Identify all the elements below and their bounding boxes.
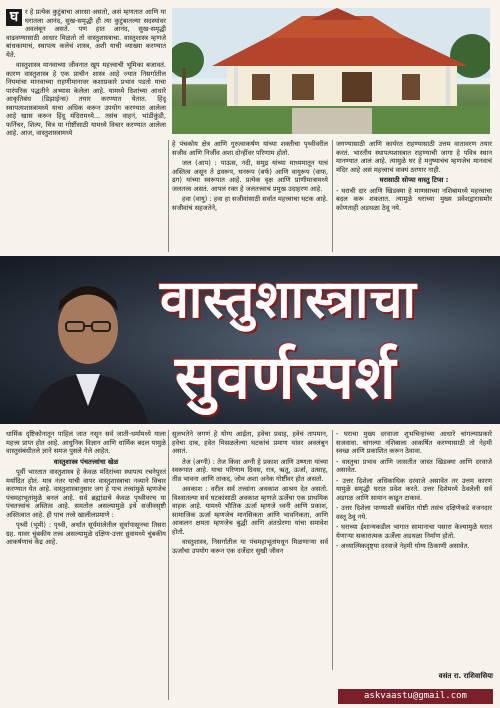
article-column-2-top: [172, 140, 328, 252]
headline-line-1: वास्तुशास्त्राचा: [160, 269, 417, 330]
paragraph: अवकाश : वरील सर्व तत्त्वांना अवकाश आश्रय देत असतो. विश्वातल्या सर्व घटकांसाठी अवकाश म्हणजे ऊर्जेचा एक प्राथमिक वाहक आहे. यामध्ये भौतिक ऊर्जा म्हणजे ध्वनी आणि प्रकाश, सामाजिक ऊर्जा म्हणजेच मानसिकता आणि भावनिकता, आणि आकलन क्षमता म्हणजेच बुद्धी आणि अंतःप्रेरणा यांचा समावेश होतो.: [172, 485, 328, 536]
article-column-2-bottom: [172, 430, 328, 700]
paragraph: वास्तुशास्त्र मानवाच्या जीवनात खूप महत्त्वाची भूमिका बजावतं. कारण वास्तुशास्त्र हे एक प्राचीन शास्त्र आहे ज्यात निसर्गातील नियमांचा मानवाच्या राहणीमानावर कशाप्रकारे प्रभाव पडतो याचा पारंपरिक पद्धतीने अभ्यास केलेला आहे. यामध्ये दिशांच्या आधारे आकृतिबंध (डिझाईन्स) तयार करण्यात येतात. हिंदू स्थापत्यशास्त्रामध्ये याचा अधिक करून उपयोग करण्यात आलेला आहे खास करून हिंदू मंदिरामध्ये... तसंच वाहनं, भांडीकुंडी, फर्निचर, शिल्प, चित्र या गोष्टींसाठी यामध्ये विचार करण्यात आलेला आहे. आज, वास्तुशास्त्रामध्ये: [6, 61, 166, 137]
column-divider: [332, 140, 333, 252]
paragraph: हवा (वायु) : हवा हा सजीवांसाठी सर्वात महत्त्वाचा घटक आहे. सजीवांचं सहजतेने,: [172, 195, 328, 212]
article-column-1-bottom: [6, 430, 166, 700]
article-column-3-bottom: [336, 430, 492, 670]
article-column-3-top: [336, 140, 492, 252]
tip-item: - उत्तर दिशेला अधिकाधिक दरवाजे असावेत तर उत्तम कारण यामुळे समृद्धी घरात प्रवेश करते. उत्तर दिशेमध्ये ठेवलेली सर्व अडगळ आणि सामान काढून टाकावं.: [336, 476, 492, 502]
dropcap-letter: घ: [6, 9, 22, 26]
column-divider: [168, 140, 169, 252]
tip-item: - घराच्या ईशान्यकडील भागात सामानाचा पसारा केल्यामुळे घरात येणाऱ्या सकारात्मक ऊर्जेला अडथळा निर्माण होतो.: [336, 523, 492, 540]
house-photo: [172, 8, 490, 134]
author-email[interactable]: askvaastu@gmail.com: [338, 689, 493, 704]
author-byline: वसंत रा. राशिवासिया: [438, 672, 493, 680]
headline-line-2: सुवर्णस्पर्श: [175, 343, 397, 413]
paragraph: जल (आप) : पाऊस, नदी, समुद्र यांच्या माध्यमातून याचं अस्तित्व असून ते द्रवरूप, घनरूप (बर्फ) आणि वायुरूप (वाफ, ढग) यांच्या स्वरूपात आहे. प्रत्येक वृक्ष आणि प्राणीमात्रामध्ये जलतत्त्व असतं. आपलं रक्त हे जलतत्त्वाचं प्रमुख उदाहरण आहे.: [172, 159, 328, 193]
tip-item: - घराचा मुख्य दरवाजा शुभचिन्हांच्या आधारे चांगल्याप्रकारे सजवावा. चांगल्या नशिबाला आकर्षित करण्यासाठी तो नेहमी स्वच्छ आणि प्रकाशित करून ठेवावा.: [336, 430, 492, 455]
paragraph: तेज (अग्नी) : तेज किंवा अग्नी हे प्रकाश आणि उष्णता यांच्या स्वरूपात आहे. याचा परिणाम दिवस, रात्र, ऋतू, ऊर्जा, उत्साह, तीव्र भावना आणि ताकद, जोम अशा अनेक गोष्टींवर होत असतो.: [172, 457, 328, 483]
paragraph: पृथ्वी (भूमी) : पृथ्वी, अर्थात सूर्यमालेतील सूर्यापासूनचा तिसरा ग्रह. यावर चुंबकीय तत्त्व असल्यामुळे दक्षिण-उत्तर ध्रुवामध्ये चुंबकीय आकर्षणाचं केंद्र आहे.: [6, 521, 166, 546]
paragraph: पूर्वी भारतात वास्तुशास्त्र हे केवळ मंदिरांच्या स्थापत्य रचनेपुरतं मर्यादित होतं. मात्र नंतर याची वापर वास्तुशास्त्राचा नव्याने विचार करण्यात येत आहे. वास्तुशास्त्रानुसार जग हे पाच तत्त्वांमुळे म्हणजेच पंचमहाभूतांमुळे बनलं आहे. सर्व ब्रह्मांडाचे केवळ पृथ्वीवरच या पंचतत्त्वांचं अस्तित्व आहे. समतोल असल्यामुळे इथे सजीवसृष्टी अस्तित्वात आहे. ही पाच तत्त्वे खालीलप्रमाणे :: [6, 468, 166, 519]
author-portrait: [8, 256, 168, 424]
article-column-1-top: [6, 8, 166, 252]
tips-subheading: घरासाठी सोप्या वास्तु टिप्स :: [379, 176, 449, 184]
intro-text: र हे प्रत्येक कुटुंबाचा आरसा असतो, असं म्हणतात आणि या घरातला आनंद, सुख-समृद्धी ही त्या कुटुंबातल्या सदस्यांवर अवलंबून असते. पण हात आनंद, सुख-समृद्धी वाढवण्यासाठी आधार मिळतो तो वास्तुशास्त्राचा. वास्तुशास्त्र म्हणजे बांधकामाचं, स्थापत्य कलेचं शास्त्र, अशी याची व्याख्या करण्यात येते.: [6, 8, 166, 59]
tip-item: - अध्यात्मिकदृष्ट्या दरवाजे नेहमी योग्य ठिकाणी असावेत.: [336, 542, 470, 550]
title-banner: [0, 256, 500, 424]
intro-paragraph: [6, 8, 166, 59]
paragraph: जगण्यासाठी आणि कार्यरत राहण्यासाठी उत्तम वातावरण तयार करतं. भारतीय स्थापत्यशास्त्रात राहण्याची जागा हे पवित्र स्थान मानण्यात आलं आहे. त्यामुळे घर हे मनुष्याचंच म्हणजेच मानवाचं मंदिर आहे असं महत्त्वाचं वाक्यं ठरणार नाही.: [336, 140, 492, 174]
paragraph: हे पंचकोय क्षेत्र आणि गुरुत्वाकर्षण यांच्या शक्तीचा पृथ्वीवरील सजीव आणि निर्जीव अशा दोन्हींवर परिणाम होतो.: [172, 140, 328, 157]
tip-item: - उत्तर दिशेला पाण्याशी संबंधित गोष्टी तसंच दक्षिणेकडे वजनदार वस्तू ठेवू नये.: [336, 504, 492, 521]
paragraph: धार्मिक दृष्टिकोनातून पाहिलं जात नसून सर्व जाती-धर्मामध्ये याला महत्त्व प्राप्त होत आहे. आधुनिक विज्ञान आणि धार्मिक बदल यामुळे वास्तुसंबंधीतले ज्ञाने समज पुसले गेले आहेत.: [6, 430, 166, 455]
tip-item: - वास्तुचा प्रभाव आणि जासतीत जास्त खिडक्या आणि दरवाजे असावेत.: [336, 457, 492, 474]
column-divider: [332, 430, 333, 670]
paragraph: - घराची दार आणि खिडक्या हे माणसाच्या नशिबामध्ये महत्त्वाचा बदल करू शकतात. त्यामुळे घराच्या मुख्य प्रवेशद्वारासमोर कोणताही अडथळा ठेवू नये.: [336, 186, 492, 212]
paragraph: वास्तुशास्त्र, निसर्गातील या पंचमहाभूतांमधून मिळणाऱ्या सर्व ऊर्जांचा उपयोग करून एक दर्जेदार सुखी जीवन: [172, 538, 328, 555]
section-subheading: वास्तुशास्त्र पंचतत्त्वांचा खेळ: [53, 457, 119, 466]
column-divider: [168, 430, 169, 700]
kerala-house-illustration: [172, 8, 490, 134]
paragraph: सुलभतेने जगणं हे योग्य आर्द्रता, हवेचा प्रवाह, हवेचं तापमान, हवेचा दाब, हवेत मिसळलेल्या घटकांचं प्रमाण यांवर अवलंबून असतं.: [172, 430, 328, 455]
